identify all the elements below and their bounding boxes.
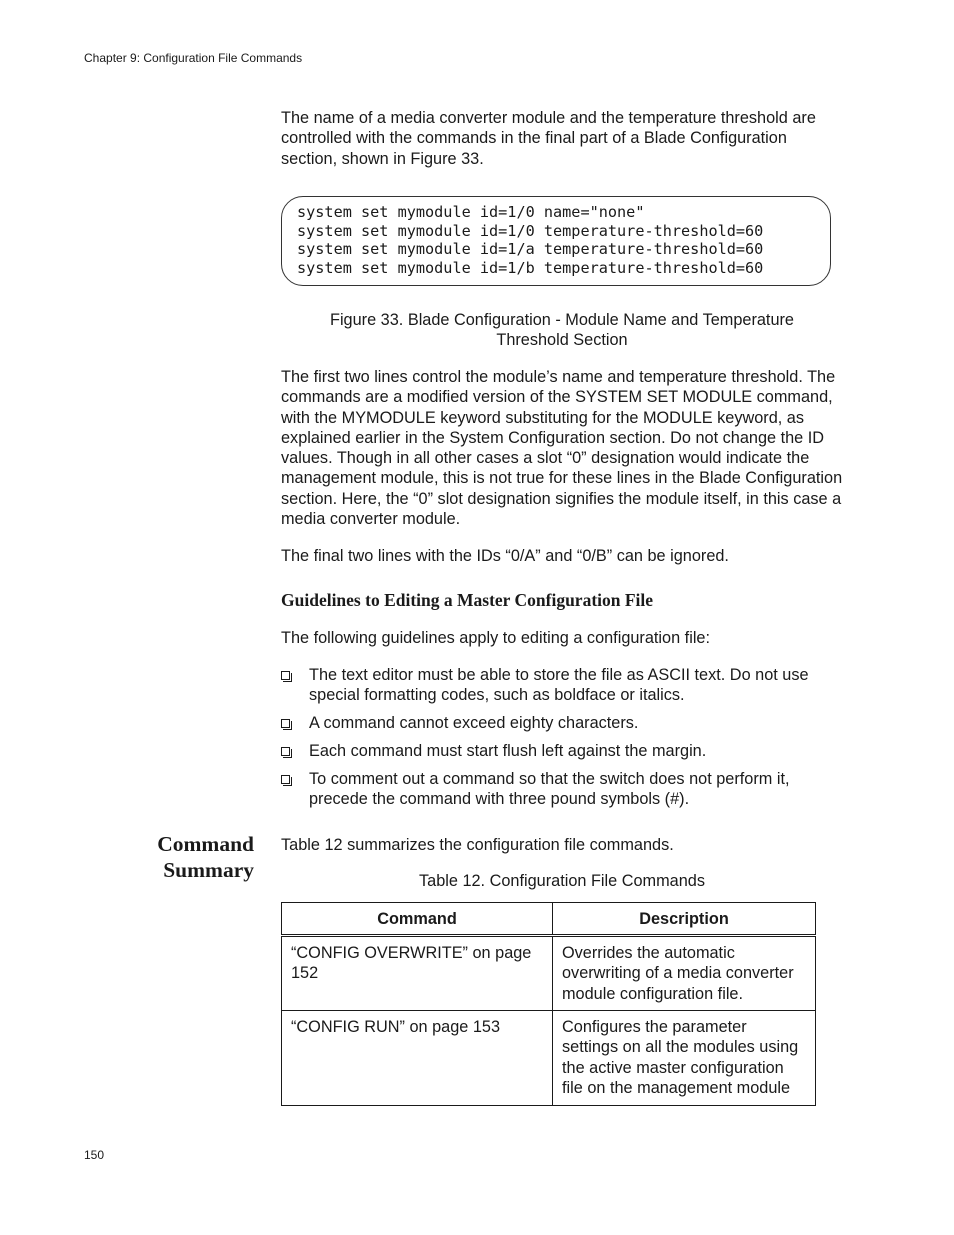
column-header-command: Command <box>282 903 553 936</box>
list-item-text: Each command must start flush left against the margin. <box>309 742 707 760</box>
figure-caption <box>281 310 843 351</box>
page-number: 150 <box>84 1148 105 1162</box>
guidelines-intro: The following guidelines apply to editing a configuration file: <box>281 629 711 647</box>
list-item <box>281 769 843 810</box>
table-header-row <box>282 903 816 936</box>
code-example <box>281 196 831 286</box>
command-summary-heading-line-2: Summary <box>163 857 254 882</box>
description-cell: Configures the parameter settings on all the modules using the active master configuration file on the management module <box>553 1011 816 1106</box>
table-row <box>282 1011 816 1106</box>
running-header: Chapter 9: Configuration File Commands <box>84 51 303 65</box>
figure-caption-line-1: Figure 33. Blade Configuration - Module Name and Temperature <box>330 311 794 329</box>
command-summary-heading-line-1: Command <box>157 832 254 856</box>
list-item <box>281 665 843 706</box>
command-cell[interactable]: “CONFIG OVERWRITE” on page 152 <box>282 936 553 1011</box>
checkbox-bullet-icon <box>281 671 290 680</box>
description-cell: Overrides the automatic overwriting of a media converter module configuration file. <box>553 936 816 1011</box>
ignore-note-paragraph: The final two lines with the IDs “0/A” and “0/B” can be ignored. <box>281 547 729 565</box>
table-caption: Table 12. Configuration File Commands <box>419 872 705 890</box>
command-summary-intro: Table 12 summarizes the configuration file commands. <box>281 836 674 854</box>
code-line: system set mymodule id=1/a temperature-threshold=60 <box>297 240 764 259</box>
checkbox-bullet-icon <box>281 719 290 728</box>
guidelines-heading: Guidelines to Editing a Master Configuration File <box>281 590 654 610</box>
list-item-text: A command cannot exceed eighty characters. <box>309 714 639 732</box>
code-line: system set mymodule id=1/b temperature-threshold=60 <box>297 259 764 278</box>
list-item <box>281 713 843 733</box>
list-item-text: The text editor must be able to store the file as ASCII text. Do not use special formatting codes, such as boldface or italics. <box>309 666 809 705</box>
checkbox-bullet-icon <box>281 747 290 756</box>
command-summary-heading <box>100 832 254 883</box>
checkbox-bullet-icon <box>281 775 290 784</box>
figure-caption-line-2: Threshold Section <box>496 331 628 350</box>
code-line: system set mymodule id=1/0 temperature-threshold=60 <box>297 221 764 240</box>
list-item-text: To comment out a command so that the switch does not perform it, precede the command with three pound symbols (#). <box>309 770 790 809</box>
intro-paragraph: The name of a media converter module and the temperature threshold are controlled with the commands in the final part of a Blade Configuration section, shown in Figure 33. <box>281 109 816 168</box>
table-row <box>282 936 816 1011</box>
commands-table <box>281 902 816 1106</box>
code-line: system set mymodule id=1/0 name="none" <box>297 203 645 221</box>
explanation-paragraph: The first two lines control the module’s name and temperature threshold. The commands are a modified version of the SYSTEM SET MODULE command, with the MYMODULE keyword substituting for the MODULE keyword, as explained earlier in the System Configuration section. Do not change the ID values. Though in all other cases a slot “0” designation would indicate the management module, this is not true for these lines in the Blade Configuration section. Here, the “0” slot designation signifies the module itself, in this case a media converter module. <box>281 368 843 529</box>
column-header-description: Description <box>553 903 816 936</box>
command-cell[interactable]: “CONFIG RUN” on page 153 <box>282 1011 553 1106</box>
list-item <box>281 741 843 761</box>
